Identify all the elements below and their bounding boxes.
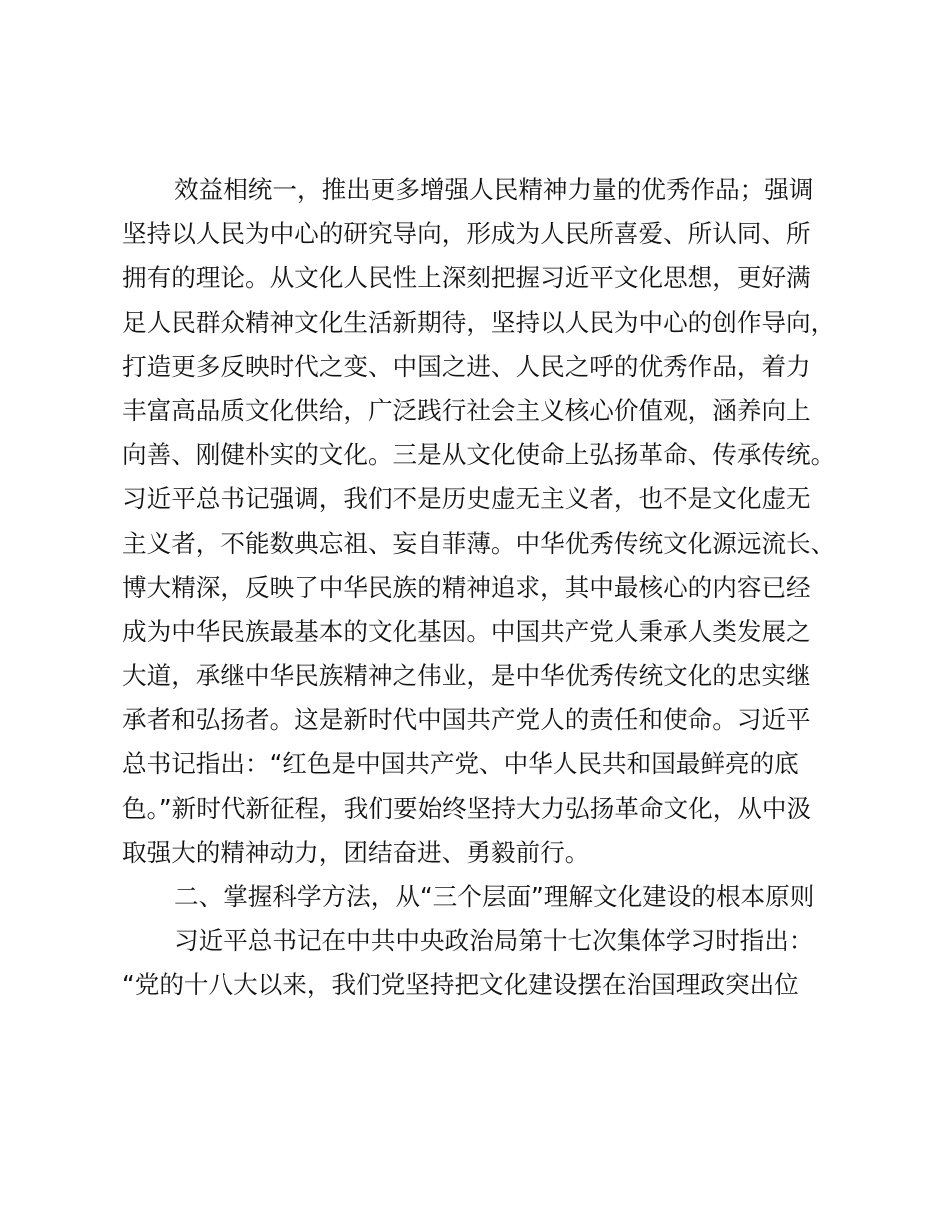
- text-line: 色。”新时代新征程，我们要始终坚持大力弘扬革命文化，从中汲: [122, 793, 812, 823]
- text-line: “党的十八大以来，我们党坚持把文化建设摆在治国理政突出位: [122, 970, 799, 1000]
- text-line: 主义者，不能数典忘祖、妄自菲薄。中华优秀传统文化源远流长、: [122, 528, 836, 558]
- text-line: 大道，承继中华民族精神之伟业，是中华优秀传统文化的忠实继: [122, 661, 811, 691]
- text-line: 效益相统一，推出更多增强人民精神力量的优秀作品；强调: [174, 175, 814, 204]
- text-line: 拥有的理论。从文化人民性上深刻把握习近平文化思想，更好满: [122, 263, 811, 293]
- text-line: 打造更多反映时代之变、中国之进、人民之呼的优秀作品，着力: [122, 351, 811, 381]
- text-line: 丰富高品质文化供给，广泛践行社会主义核心价值观，涵养向上: [122, 395, 811, 425]
- text-line: 博大精深，反映了中华民族的精神追求，其中最核心的内容已经: [122, 572, 811, 602]
- text-line: 承者和弘扬者。这是新时代中国共产党人的责任和使命。习近平: [122, 705, 811, 735]
- text-line: 取强大的精神动力，团结奋进、勇毅前行。: [122, 837, 590, 867]
- body-text: [122, 168, 842, 1008]
- text-line: 足人民群众精神文化生活新期待，坚持以人民为中心的创作导向，: [122, 307, 836, 337]
- text-line: 习近平总书记强调，我们不是历史虚无主义者，也不是文化虚无: [122, 484, 811, 514]
- text-line: 坚持以人民为中心的研究导向，形成为人民所喜爱、所认同、所: [122, 219, 811, 249]
- section-heading: 二、掌握科学方法，从“三个层面”理解文化建设的根本原则: [174, 882, 815, 911]
- text-line: 总书记指出：“红色是中国共产党、中华人民共和国最鲜亮的底: [122, 749, 799, 779]
- text-line: 成为中华民族最基本的文化基因。中国共产党人秉承人类发展之: [122, 616, 811, 646]
- text-line: 习近平总书记在中共中央政治局第十七次集体学习时指出：: [174, 926, 814, 956]
- text-line: 向善、刚健朴实的文化。三是从文化使命上弘扬革命、传承传统。: [122, 440, 836, 470]
